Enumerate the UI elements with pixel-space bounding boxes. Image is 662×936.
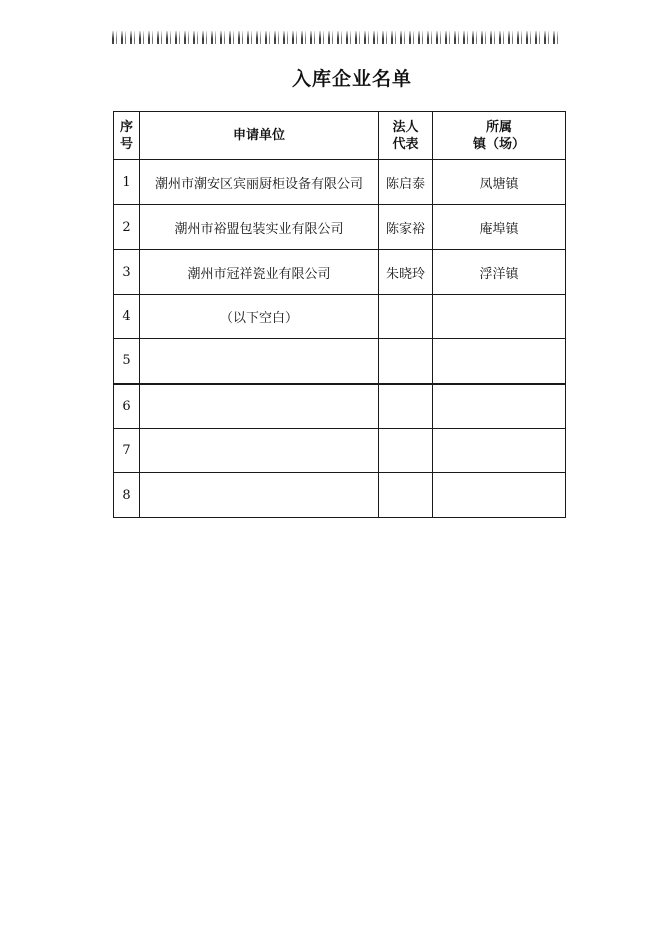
town	[433, 295, 566, 339]
company-name	[140, 473, 379, 518]
table-row	[114, 295, 566, 339]
legal-representative	[379, 295, 433, 339]
town: 凤塘镇	[433, 160, 566, 205]
legal-representative: 朱晓玲	[379, 250, 433, 295]
legal-representative	[379, 339, 433, 384]
town	[433, 339, 566, 384]
town	[433, 473, 566, 518]
company-name	[140, 384, 379, 429]
company-name: 潮州市潮安区宾丽厨柜设备有限公司	[140, 160, 379, 205]
table-row	[114, 384, 566, 429]
row-number: 5	[114, 339, 140, 384]
enterprise-table	[113, 111, 566, 518]
company-name	[140, 429, 379, 473]
header-company: 申请单位	[140, 112, 379, 160]
row-number: 3	[114, 250, 140, 295]
town	[433, 429, 566, 473]
table-header-row	[114, 112, 566, 160]
row-number: 8	[114, 473, 140, 518]
legal-representative: 陈启泰	[379, 160, 433, 205]
table-row	[114, 160, 566, 205]
company-name: 潮州市裕盟包装实业有限公司	[140, 205, 379, 250]
legal-representative	[379, 429, 433, 473]
header-rep: 法人 代表	[379, 112, 433, 160]
header-town: 所属 镇（场）	[433, 112, 566, 160]
town: 庵埠镇	[433, 205, 566, 250]
blank-remainder-note: （以下空白）	[140, 295, 379, 339]
town: 浮洋镇	[433, 250, 566, 295]
row-number: 7	[114, 429, 140, 473]
company-name: 潮州市冠祥瓷业有限公司	[140, 250, 379, 295]
table-row	[114, 205, 566, 250]
town	[433, 384, 566, 429]
table-row	[114, 250, 566, 295]
legal-representative	[379, 384, 433, 429]
page-title: 入库企业名单	[291, 68, 412, 90]
company-name	[140, 339, 379, 384]
table-row	[114, 339, 566, 384]
table-row	[114, 473, 566, 518]
row-number: 6	[114, 384, 140, 429]
row-number: 2	[114, 205, 140, 250]
table-row	[114, 429, 566, 473]
header-no: 序 号	[114, 112, 140, 160]
row-number: 4	[114, 295, 140, 339]
row-number: 1	[114, 160, 140, 205]
clipped-text-fragment	[112, 31, 560, 44]
legal-representative	[379, 473, 433, 518]
legal-representative: 陈家裕	[379, 205, 433, 250]
